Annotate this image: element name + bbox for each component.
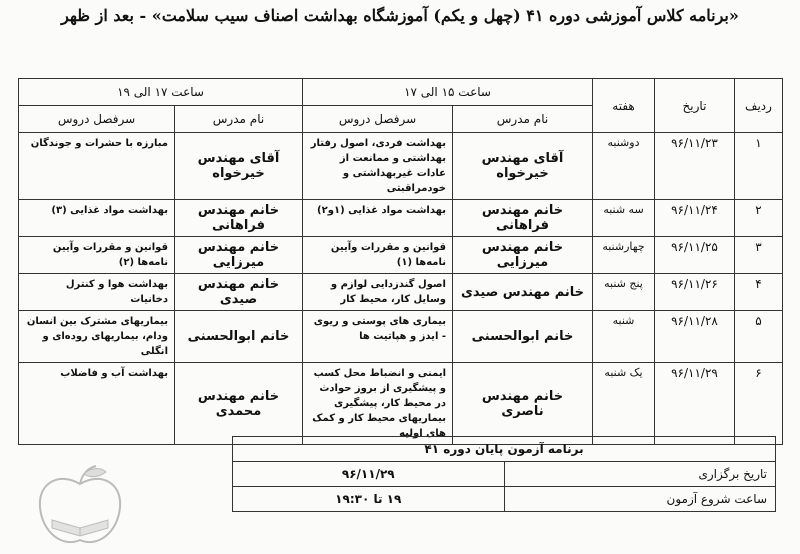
table-row [19, 237, 783, 274]
row-topic-1: بهداشت فردی، اصول رفتار بهداشتی و ممانعت از عادات غیربهداشتی و خودمراقبتی [303, 133, 453, 200]
schedule-table [18, 78, 783, 445]
row-number: ۳ [735, 237, 783, 274]
header-teacher-2: نام مدرس [175, 106, 303, 133]
row-topic-2: قوانین و مقررات وآیین نامه‌ها (۲) [19, 237, 175, 274]
row-day: سه شنبه [593, 200, 655, 237]
row-date: ۹۶/۱۱/۲۵ [655, 237, 735, 274]
row-teacher-1: خانم مهندس صیدی [453, 274, 593, 311]
table-row [19, 311, 783, 363]
row-teacher-1: آقای مهندس خیرخواه [453, 133, 593, 200]
row-topic-2: بهداشت آب و فاضلاب [19, 363, 175, 445]
row-teacher-1: خانم مهندس فراهانی [453, 200, 593, 237]
row-day: یک شنبه [593, 363, 655, 445]
header-date: تاریخ [655, 79, 735, 133]
apple-book-logo [30, 462, 130, 552]
exam-time-label: ساعت شروع آزمون [504, 487, 776, 512]
table-row [19, 363, 783, 445]
row-topic-2: بهداشت مواد غذایی (۳) [19, 200, 175, 237]
row-teacher-1: خانم ابوالحسنی [453, 311, 593, 363]
header-row-no: ردیف [735, 79, 783, 133]
row-number: ۶ [735, 363, 783, 445]
row-topic-1: بهداشت مواد غذایی (۱و۲) [303, 200, 453, 237]
header-topics-2: سرفصل دروس [19, 106, 175, 133]
row-date: ۹۶/۱۱/۲۳ [655, 133, 735, 200]
row-date: ۹۶/۱۱/۲۹ [655, 363, 735, 445]
row-teacher-2: خانم مهندس صیدی [175, 274, 303, 311]
row-topic-2: بهداشت هوا و کنترل دخانیات [19, 274, 175, 311]
exam-table [232, 436, 776, 512]
row-teacher-2: آقای مهندس خیرخواه [175, 133, 303, 200]
row-teacher-2: خانم مهندس فراهانی [175, 200, 303, 237]
table-row [19, 133, 783, 200]
row-number: ۴ [735, 274, 783, 311]
row-date: ۹۶/۱۱/۲۸ [655, 311, 735, 363]
row-teacher-2: خانم ابوالحسنی [175, 311, 303, 363]
row-topic-1: قوانین و مقررات وآیین نامه‌ها (۱) [303, 237, 453, 274]
header-teacher-1: نام مدرس [453, 106, 593, 133]
row-teacher-2: خانم مهندس محمدی [175, 363, 303, 445]
row-date: ۹۶/۱۱/۲۶ [655, 274, 735, 311]
row-day: شنبه [593, 311, 655, 363]
header-slot-1: ساعت ۱۵ الی ۱۷ [303, 79, 593, 106]
row-topic-1: اصول گندزدایی لوازم و وسایل کار، محیط کار [303, 274, 453, 311]
row-topic-1: بیماری های پوستی و ریوی - ایدز و هپاتیت ها [303, 311, 453, 363]
row-number: ۱ [735, 133, 783, 200]
row-teacher-1: خانم مهندس میرزایی [453, 237, 593, 274]
row-teacher-2: خانم مهندس میرزایی [175, 237, 303, 274]
row-day: چهارشنبه [593, 237, 655, 274]
row-number: ۲ [735, 200, 783, 237]
row-topic-1: ایمنی و انضباط محل کسب و پیشگیری از بروز حوادث در محیط کار، پیشگیری بیماریهای محیط کار و کمک های اولیه [303, 363, 453, 445]
row-topic-2: مبارزه با حشرات و جوندگان [19, 133, 175, 200]
exam-date-value: ۹۶/۱۱/۲۹ [233, 462, 505, 487]
exam-time-value: ۱۹ تا ۱۹:۳۰ [233, 487, 505, 512]
header-topics-1: سرفصل دروس [303, 106, 453, 133]
row-day: دوشنبه [593, 133, 655, 200]
table-row [19, 200, 783, 237]
page-title: «برنامه کلاس آموزشی دوره ۴۱ (چهل و یکم) آموزشگاه بهداشت اصناف سیب سلامت» - بعد از ظهر [61, 6, 739, 25]
row-date: ۹۶/۱۱/۲۴ [655, 200, 735, 237]
table-row [19, 274, 783, 311]
row-topic-2: بیماریهای مشترک بین انسان ودام، بیماریهای روده‌ای و انگلی [19, 311, 175, 363]
exam-title: برنامه آزمون پایان دوره ۴۱ [233, 437, 776, 462]
row-day: پنج شنبه [593, 274, 655, 311]
header-slot-2: ساعت ۱۷ الی ۱۹ [19, 79, 303, 106]
row-number: ۵ [735, 311, 783, 363]
exam-date-label: تاریخ برگزاری [504, 462, 776, 487]
header-week: هفته [593, 79, 655, 133]
row-teacher-1: خانم مهندس ناصری [453, 363, 593, 445]
